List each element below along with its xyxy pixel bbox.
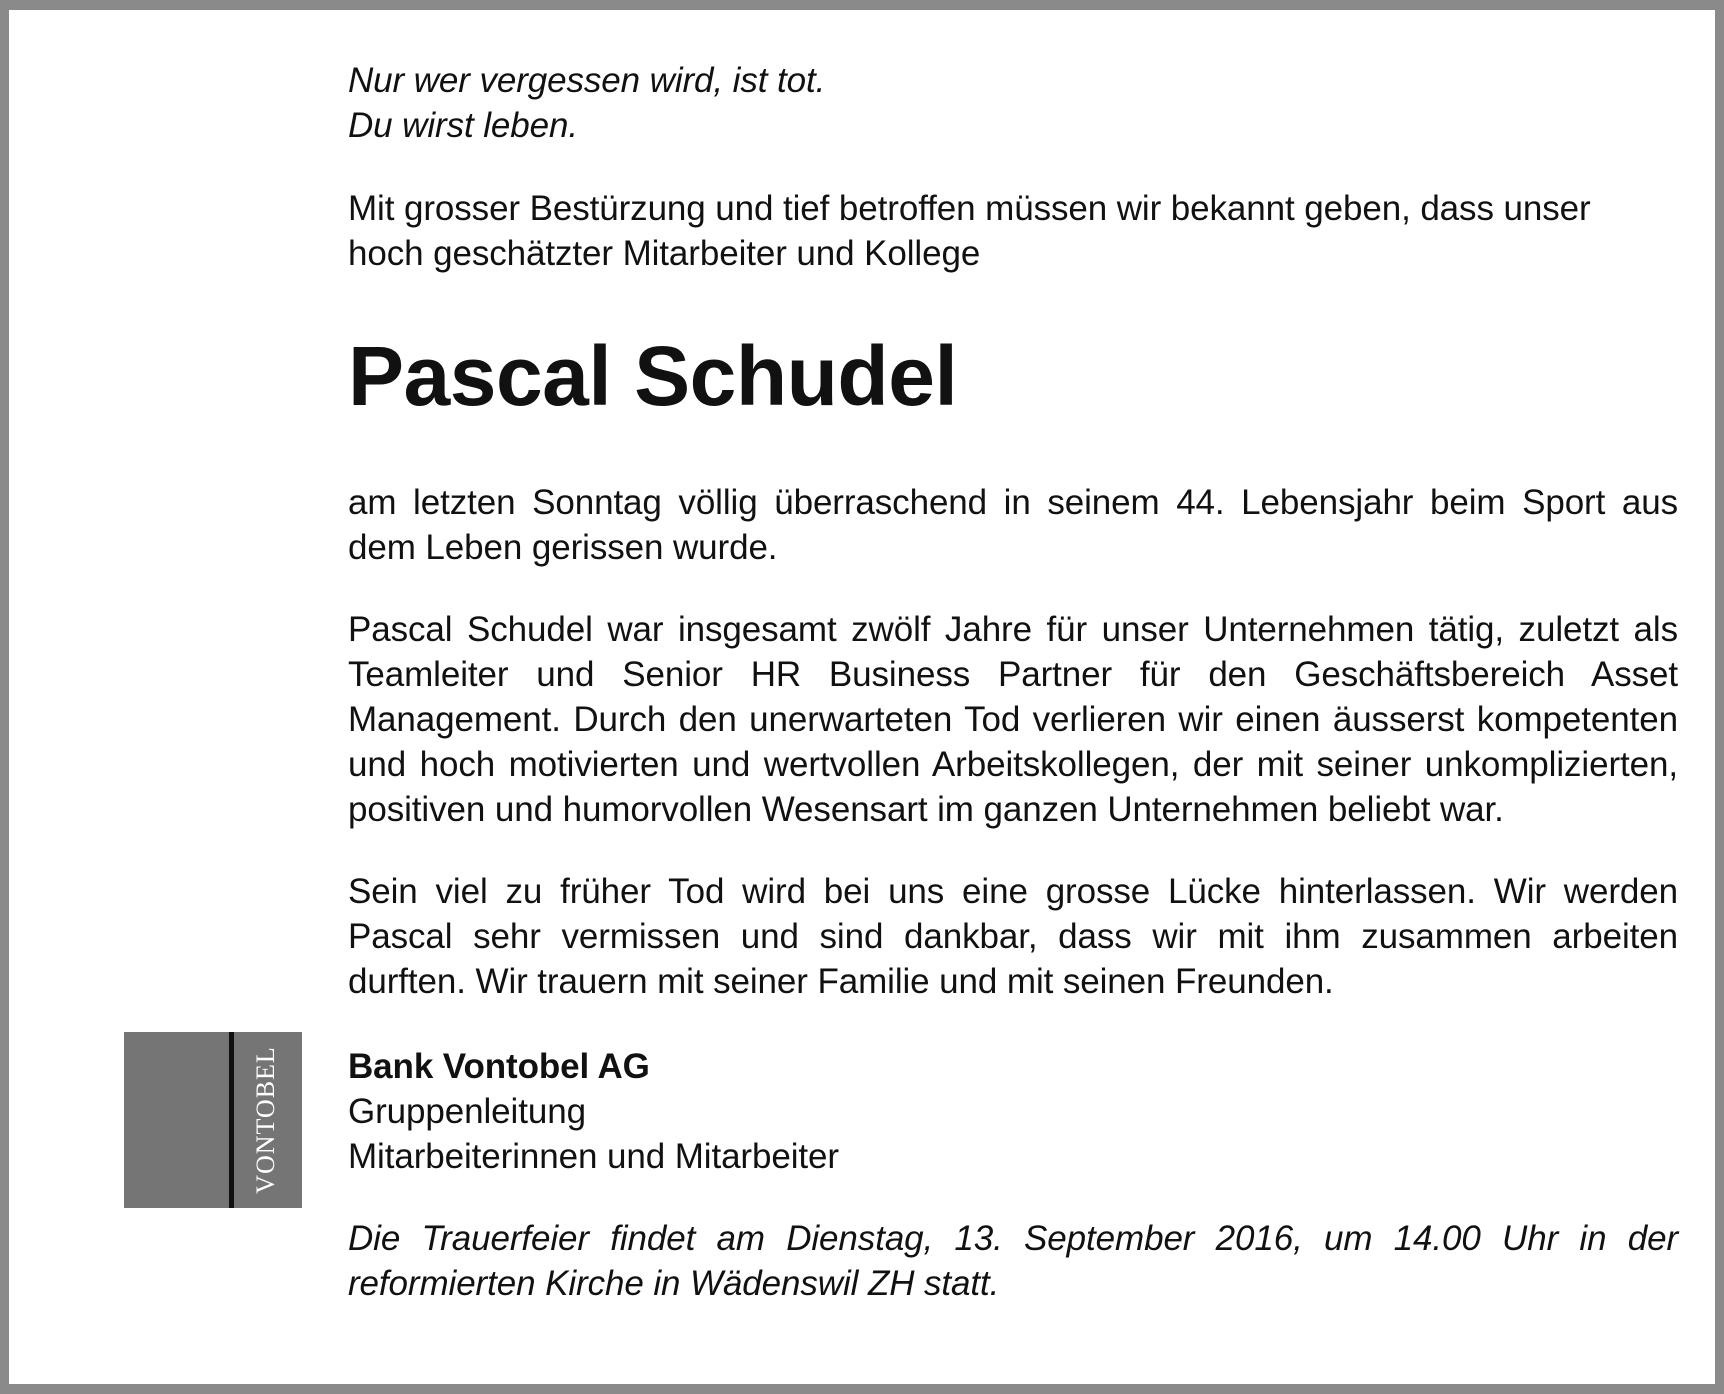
funeral-info: Die Trauerfeier findet am Dienstag, 13. September 2016, um 14.00 Uhr in der reformierten Kirche in Wädenswil ZH statt. xyxy=(348,1219,1678,1303)
signature-line-2: Gruppenleitung xyxy=(348,1092,586,1131)
motto-line-2: Du wirst leben. xyxy=(348,106,578,145)
motto xyxy=(348,58,1678,148)
logo-bar xyxy=(229,1032,234,1208)
signature xyxy=(348,1044,1678,1179)
intro xyxy=(348,186,1678,276)
notice-content xyxy=(348,58,1678,1306)
signature-company: Bank Vontobel AG xyxy=(348,1047,650,1086)
signature-line-3: Mitarbeiterinnen und Mitarbeiter xyxy=(348,1137,839,1176)
intro-line-1: Mit grosser Bestürzung und tief betroffen müssen wir bekannt geben, dass unser xyxy=(348,189,1591,228)
intro-line-2: hoch geschätzter Mitarbeiter und Kollege xyxy=(348,234,981,273)
logo-text: VONTOBEL xyxy=(251,1046,280,1194)
paragraph-2: Pascal Schudel war insgesamt zwölf Jahre für unser Unternehmen tätig, zuletzt als Teamleiter und Senior HR Business Partner für den Geschäftsbereich Asset Management. Durch den unerwarteten Tod verlieren wir einen äusserst kompetenten und hoch motivierten und wertvollen Arbeitskollegen, der mit seiner unkomplizierten, positiven und humorvollen Wesensart im ganzen Unternehmen beliebt war. xyxy=(348,610,1678,829)
paragraph-3: Sein viel zu früher Tod wird bei uns eine grosse Lücke hinterlassen. Wir werden Pascal sehr vermissen und sind dankbar, dass wir mit ihm zusammen arbeiten durften. Wir trauern mit seiner Familie und mit seinen Freunden. xyxy=(348,872,1678,1001)
vontobel-logo xyxy=(124,1032,302,1208)
deceased-name: Pascal Schudel xyxy=(348,329,958,423)
paragraph-1: am letzten Sonntag völlig überraschend in seinem 44. Lebensjahr beim Sport aus dem Leben gerissen wurde. xyxy=(348,483,1678,567)
motto-line-1: Nur wer vergessen wird, ist tot. xyxy=(348,61,826,100)
